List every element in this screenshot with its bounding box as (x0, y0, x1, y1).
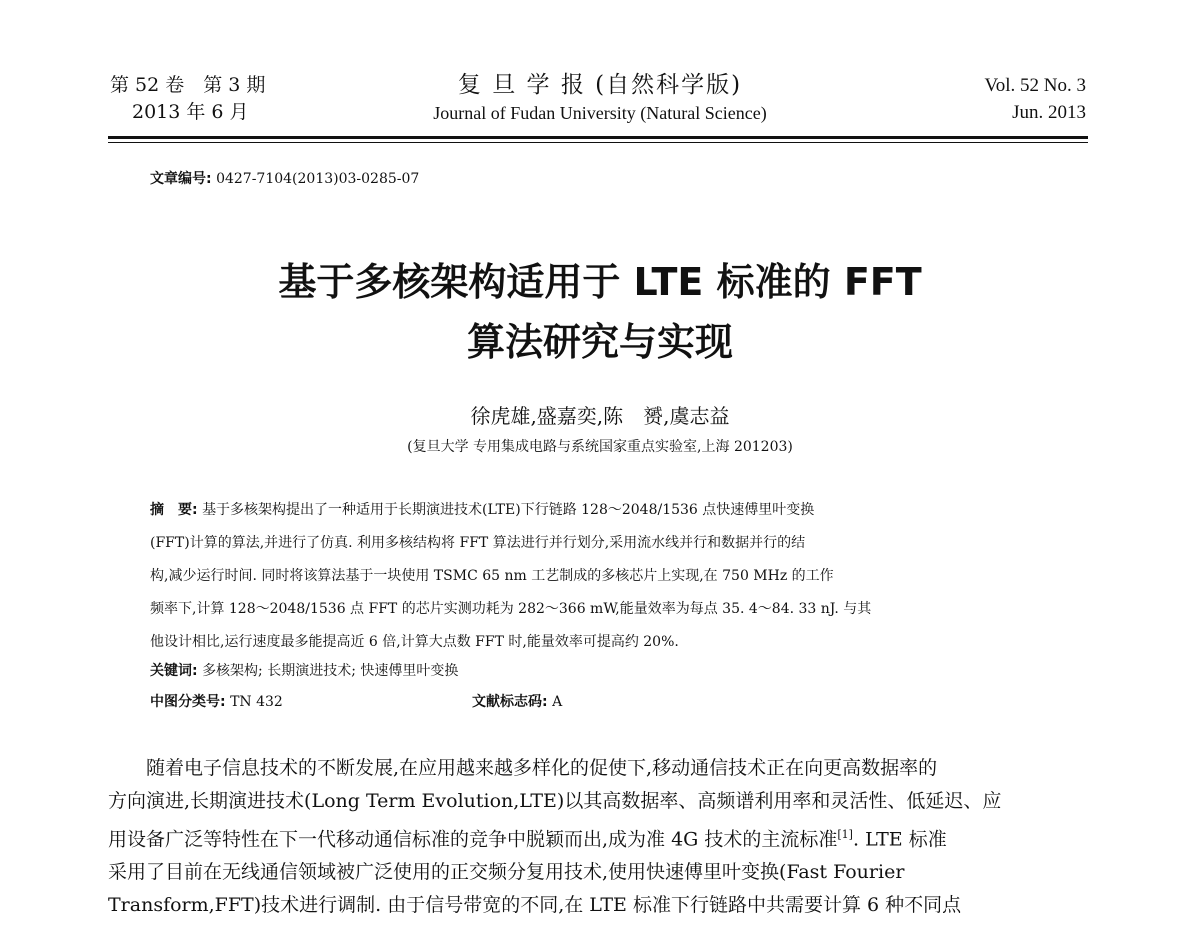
classification-label: 中图分类号: (150, 694, 226, 710)
body-line: 用设备广泛等特性在下一代移动通信标准的竞争中脱颖而出,成为准 4G 技术的主流标准[1]. LTE 标准 (108, 828, 947, 851)
keywords (150, 660, 458, 680)
classification-value: TN 432 (230, 694, 283, 710)
document-code-label: 文献标志码: (472, 694, 548, 710)
running-header-left (110, 72, 265, 126)
body-text (108, 752, 1090, 922)
volume-issue: 第 52 卷 第 3 期 (110, 74, 266, 96)
running-header-center (370, 70, 830, 126)
author-list: 徐虎雄,盛嘉奕,陈 赟,虞志益 (470, 404, 730, 428)
publication-date-cn: 2013 年 6 月 (132, 101, 249, 123)
running-header-right (984, 72, 1086, 126)
abstract-label: 摘 要: (150, 502, 198, 518)
header-rule-thick (108, 136, 1088, 139)
document-code-value: A (552, 694, 563, 710)
journal-title-cn: 复 旦 学 报 (自然科学版) (457, 72, 743, 98)
classification (150, 691, 283, 711)
abstract-line: 他设计相比,运行速度最多能提高近 6 倍,计算大点数 FFT 时,能量效率可提高约 20%. (150, 634, 679, 650)
body-line: 方向演进,长期演进技术(Long Term Evolution,LTE)以其高数据率、高频谱利用率和灵活性、低延迟、应 (108, 790, 1002, 812)
article-number-value: 0427-7104(2013)03-0285-07 (216, 171, 420, 187)
publication-date-en: Jun. 2013 (1012, 102, 1086, 123)
abstract-line: (FFT)计算的算法,并进行了仿真. 利用多核结构将 FFT 算法进行并行划分,采用流水线并行和数据并行的结 (150, 535, 806, 551)
abstract (150, 494, 1055, 659)
body-line: Transform,FFT)技术进行调制. 由于信号带宽的不同,在 LTE 标准下行链路中共需要计算 6 种不同点 (108, 894, 962, 917)
body-line: 随着电子信息技术的不断发展,在应用越来越多样化的促使下,移动通信技术正在向更高数据率的 (146, 757, 938, 779)
abstract-line: 摘 要: 基于多核架构提出了一种适用于长期演进技术(LTE)下行链路 128～2048/1536 点快速傅里叶变换 (150, 502, 815, 518)
journal-title-en: Journal of Fudan University (Natural Science) (433, 103, 767, 123)
volume-en: Vol. 52 No. 3 (984, 75, 1086, 96)
citation[interactable]: [1] (837, 828, 853, 841)
keywords-label: 关键词: (150, 663, 198, 679)
abstract-line: 构,减少运行时间. 同时将该算法基于一块使用 TSMC 65 nm 工艺制成的多核芯片上实现,在 750 MHz 的工作 (150, 568, 834, 584)
abstract-line: 频率下,计算 128～2048/1536 点 FFT 的芯片实测功耗为 282～366 mW,能量效率为每点 35. 4～84. 33 nJ. 与其 (150, 601, 872, 617)
paper-title-line2: 算法研究与实现 (466, 320, 733, 364)
body-line: 采用了目前在无线通信领域被广泛使用的正交频分复用技术,使用快速傅里叶变换(Fast Fourier (108, 861, 905, 884)
header-rule-thin (108, 142, 1088, 143)
document-code (472, 691, 562, 711)
article-number (150, 168, 419, 188)
affiliation: (复旦大学 专用集成电路与系统国家重点实验室,上海 201203) (407, 439, 793, 455)
keywords-value: 多核架构; 长期演进技术; 快速傅里叶变换 (202, 663, 459, 679)
paper-title-line1: 基于多核架构适用于 LTE 标准的 FFT (278, 260, 922, 304)
article-number-label: 文章编号: (150, 171, 212, 187)
